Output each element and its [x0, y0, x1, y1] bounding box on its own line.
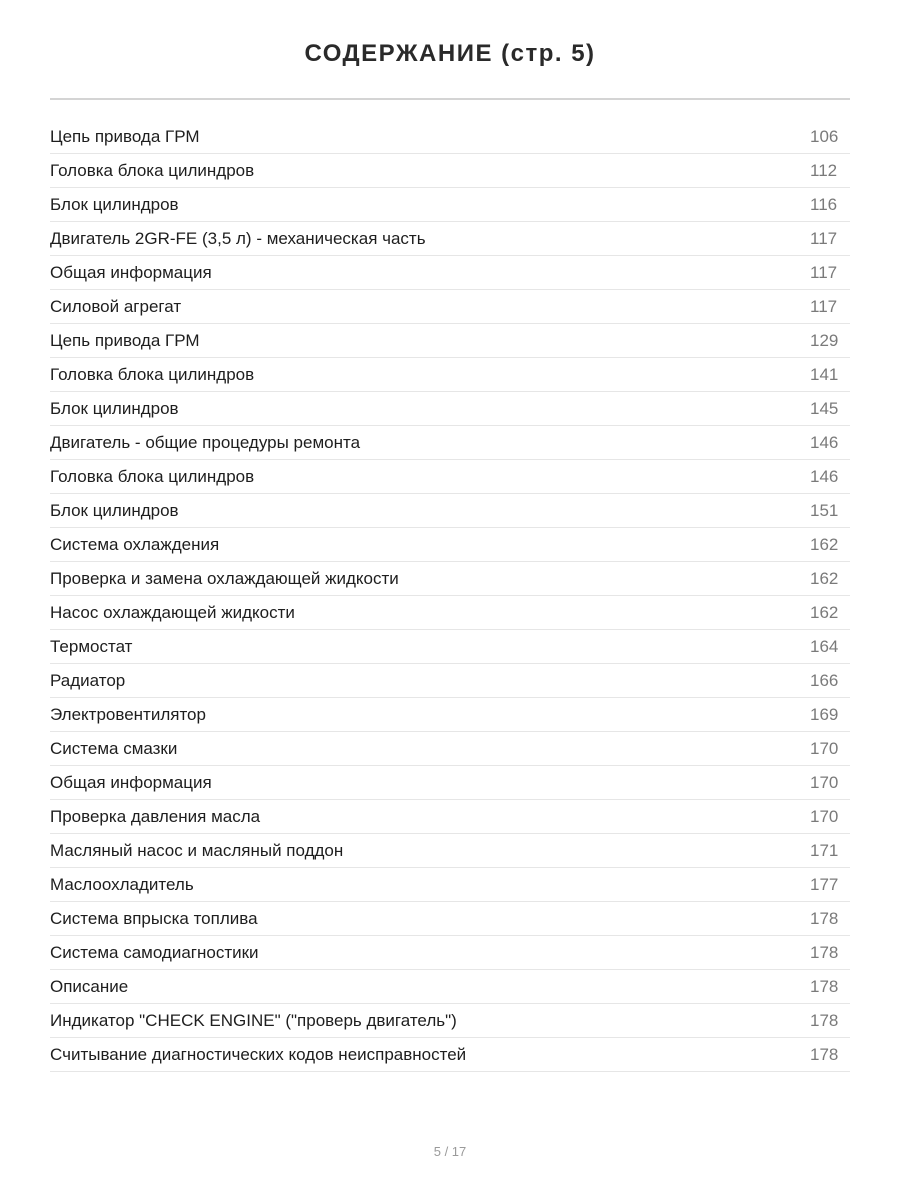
toc-entry-title: Масляный насос и масляный поддон: [50, 841, 344, 860]
title-divider: [50, 98, 850, 100]
table-of-contents: [50, 120, 850, 1072]
toc-entry-page-number: 177: [810, 875, 839, 894]
toc-entry[interactable]: [50, 426, 850, 460]
toc-entry-page-number: 178: [810, 1011, 839, 1030]
toc-entry[interactable]: [50, 460, 850, 494]
toc-entry-page-number: 106: [810, 127, 839, 146]
toc-entry-title: Головка блока цилиндров: [50, 365, 255, 384]
toc-entry-page-number: 117: [810, 297, 838, 316]
toc-entry-title: Блок цилиндров: [50, 399, 179, 418]
toc-entry-page-number: 178: [810, 943, 839, 962]
toc-entry-title: Система впрыска топлива: [50, 909, 258, 928]
toc-entry-title: Головка блока цилиндров: [50, 467, 255, 486]
toc-entry-title: Проверка и замена охлаждающей жидкости: [50, 569, 399, 588]
toc-entry[interactable]: [50, 120, 850, 154]
toc-entry-title: Термостат: [50, 637, 133, 656]
toc-entry[interactable]: [50, 562, 850, 596]
toc-entry-title: Насос охлаждающей жидкости: [50, 603, 295, 622]
toc-entry-page-number: 170: [810, 807, 839, 826]
toc-entry-page-number: 169: [810, 705, 839, 724]
toc-entry-page-number: 146: [810, 467, 839, 486]
toc-entry-page-number: 166: [810, 671, 839, 690]
toc-entry-page-number: 151: [810, 501, 839, 520]
toc-entry-page-number: 141: [810, 365, 839, 384]
toc-entry[interactable]: [50, 936, 850, 970]
toc-entry-page-number: 170: [810, 739, 839, 758]
toc-entry-title: Двигатель 2GR-FE (3,5 л) - механическая часть: [50, 229, 426, 248]
toc-entry-page-number: 178: [810, 977, 839, 996]
toc-entry-page-number: 162: [810, 569, 839, 588]
toc-entry[interactable]: [50, 630, 850, 664]
toc-entry[interactable]: [50, 596, 850, 630]
toc-entry-title: Система охлаждения: [50, 535, 220, 554]
toc-entry[interactable]: [50, 324, 850, 358]
toc-entry-page-number: 178: [810, 909, 839, 928]
toc-entry-title: Блок цилиндров: [50, 501, 179, 520]
toc-entry-page-number: 162: [810, 603, 839, 622]
toc-entry[interactable]: [50, 970, 850, 1004]
toc-entry-title: Маслоохладитель: [50, 875, 194, 894]
toc-entry-title: Система смазки: [50, 739, 178, 758]
toc-entry-page-number: 117: [810, 229, 838, 248]
toc-entry[interactable]: [50, 766, 850, 800]
toc-entry-page-number: 129: [810, 331, 839, 350]
toc-entry-page-number: 178: [810, 1045, 839, 1064]
toc-entry[interactable]: [50, 222, 850, 256]
toc-entry[interactable]: [50, 1038, 850, 1072]
toc-entry-page-number: 162: [810, 535, 839, 554]
toc-entry-page-number: 117: [810, 263, 838, 282]
toc-entry-title: Общая информация: [50, 263, 212, 282]
toc-entry[interactable]: [50, 1004, 850, 1038]
toc-entry-page-number: 164: [810, 637, 839, 656]
toc-entry-title: Цепь привода ГРМ: [50, 127, 200, 146]
toc-entry-title: Проверка давления масла: [50, 807, 261, 826]
toc-entry-page-number: 116: [810, 195, 838, 214]
toc-entry-page-number: 112: [810, 161, 838, 180]
toc-entry-page-number: 146: [810, 433, 839, 452]
toc-entry[interactable]: [50, 290, 850, 324]
toc-entry-title: Считывание диагностических кодов неисправностей: [50, 1045, 467, 1064]
toc-entry-title: Описание: [50, 977, 129, 996]
toc-entry-title: Двигатель - общие процедуры ремонта: [50, 433, 361, 452]
toc-entry-title: Блок цилиндров: [50, 195, 179, 214]
toc-entry[interactable]: [50, 698, 850, 732]
toc-entry[interactable]: [50, 902, 850, 936]
toc-entry-page-number: 170: [810, 773, 839, 792]
toc-entry[interactable]: [50, 800, 850, 834]
toc-entry-title: Общая информация: [50, 773, 212, 792]
toc-entry[interactable]: [50, 834, 850, 868]
toc-entry-title: Радиатор: [50, 671, 126, 690]
toc-entry-title: Система самодиагностики: [50, 943, 259, 962]
toc-entry[interactable]: [50, 528, 850, 562]
toc-entry-title: Цепь привода ГРМ: [50, 331, 200, 350]
toc-entry-title: Электровентилятор: [50, 705, 206, 724]
toc-entry[interactable]: [50, 154, 850, 188]
toc-entry-title: Индикатор "CHECK ENGINE" ("проверь двигатель"): [50, 1011, 457, 1030]
toc-entry[interactable]: [50, 494, 850, 528]
toc-entry[interactable]: [50, 392, 850, 426]
toc-entry[interactable]: [50, 188, 850, 222]
page-title: СОДЕРЖАНИЕ (стр. 5): [304, 40, 596, 67]
toc-entry[interactable]: [50, 256, 850, 290]
toc-entry[interactable]: [50, 664, 850, 698]
page-number-footer: 5 / 17: [433, 1144, 467, 1159]
toc-entry-page-number: 171: [810, 841, 839, 860]
toc-entry-title: Головка блока цилиндров: [50, 161, 255, 180]
toc-entry[interactable]: [50, 732, 850, 766]
toc-entry-title: Силовой агрегат: [50, 297, 182, 316]
toc-entry[interactable]: [50, 868, 850, 902]
toc-entry-page-number: 145: [810, 399, 839, 418]
toc-entry[interactable]: [50, 358, 850, 392]
